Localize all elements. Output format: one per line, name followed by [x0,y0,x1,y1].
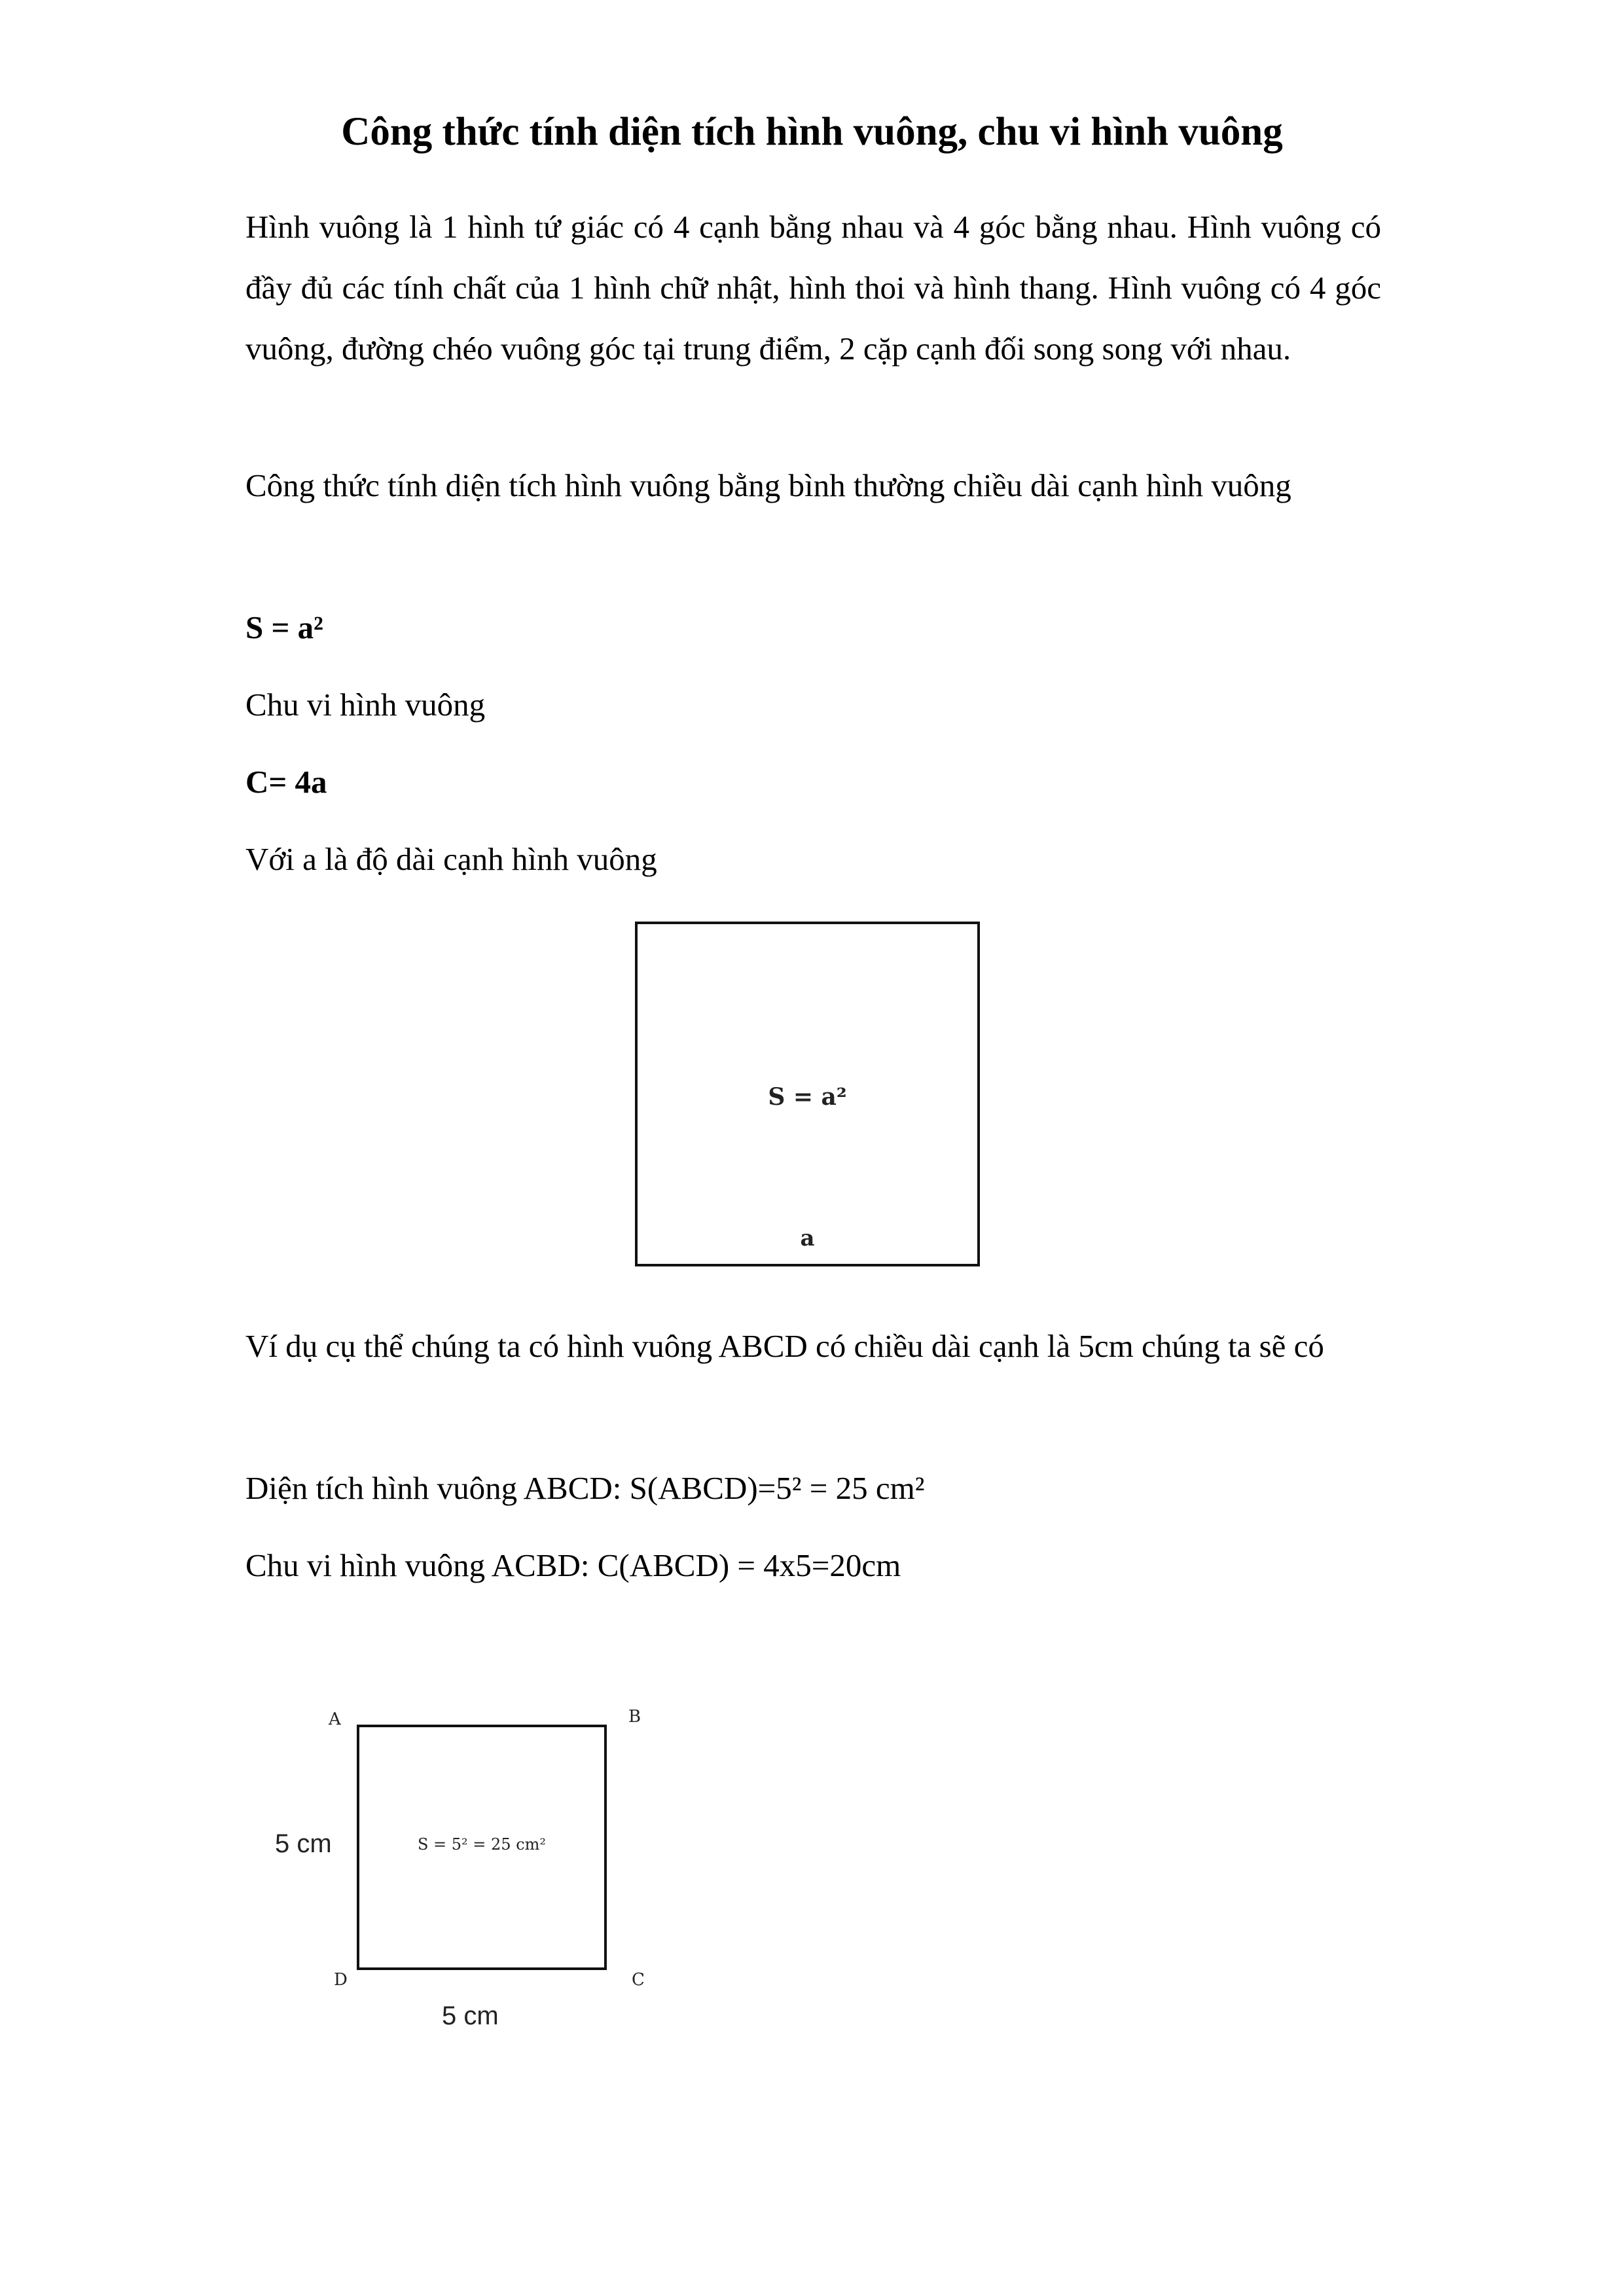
vertex-c-label: C [632,1970,645,1990]
example-perimeter: Chu vi hình vuông ACBD: C(ABCD) = 4x5=20cm [245,1547,901,1583]
square-area-figure [635,922,980,1266]
vertex-b-label: B [628,1707,641,1727]
example-intro: Ví dụ cụ thể chúng ta có hình vuông ABCD có chiều dài cạnh là 5cm chúng ta sẽ có [245,1328,1324,1364]
example-square-figure [236,1682,707,2049]
figure1-side-label: a [800,1225,815,1251]
intro-paragraph: Hình vuông là 1 hình tứ giác có 4 cạnh bằng nhau và 4 góc bằng nhau. Hình vuông có đầy đủ các tính chất của 1 hình chữ nhật, hình thoi và hình thang. Hình vuông có 4 góc vuông, đường chéo vuông góc tại trung điểm, 2 cặp cạnh đối song song với nhau. [245,209,1381,367]
area-formula: S = a² [245,609,323,645]
page-title: Công thức tính diện tích hình vuông, chu vi hình vuông [341,110,1283,154]
bottom-dimension-label: 5 cm [442,2001,499,2030]
example-square [357,1725,607,1970]
left-dimension-label: 5 cm [275,1829,332,1858]
perimeter-label: Chu vi hình vuông [245,687,486,723]
figure2-formula: S = 5² = 25 cm² [417,1835,547,1854]
vertex-d-label: D [334,1970,348,1990]
vertex-a-label: A [329,1710,341,1729]
perimeter-formula: C= 4a [245,764,327,800]
area-intro-paragraph: Công thức tính diện tích hình vuông bằng bình thường chiều dài cạnh hình vuông [245,467,1291,503]
figure1-formula: S = a² [768,1083,847,1111]
example-area: Diện tích hình vuông ABCD: S(ABCD)=5² = 25 cm² [245,1470,925,1506]
variable-note: Với a là độ dài cạnh hình vuông [245,841,657,877]
